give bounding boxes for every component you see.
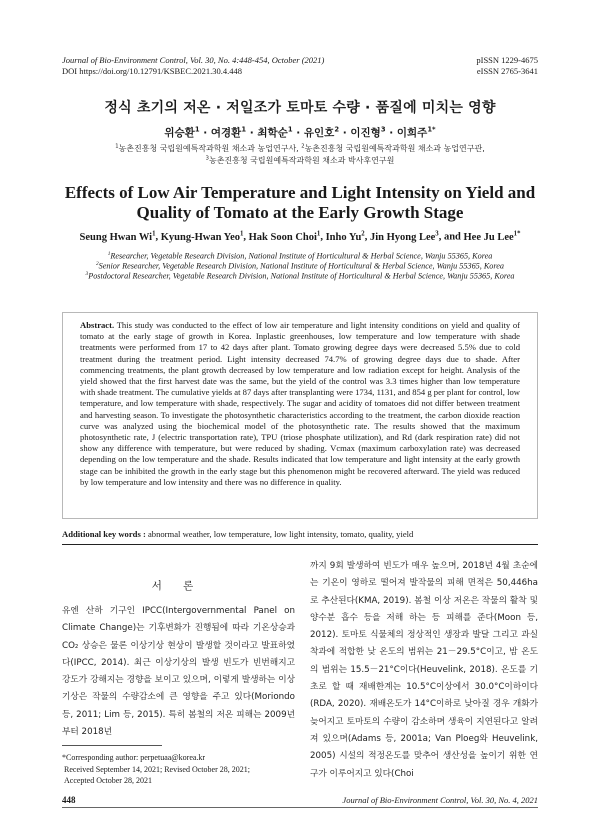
author-3: Hak Soon Choi$^1$ <box>248 230 321 243</box>
korean-authors: 위승환$^1$ · 여경환$^1$ · 최학순$^1$ · 유인호$^2$ · 이진형$^3$ · 이희주$^{1*}$ <box>164 125 436 139</box>
footnote <box>62 752 297 787</box>
author-5: Jin Hyong Lee$^3$ <box>369 230 439 243</box>
footnote-divider <box>62 745 162 746</box>
section-heading: 서 론 <box>151 580 203 592</box>
keywords-label: Additional key words : <box>62 529 146 539</box>
korean-affiliation-1-2: $^1$농촌진흥청 국립원예특작과학원 채소과 농업연구사, $^2$농촌진흥청 국립원예특작과학원 채소과 농업연구관, <box>115 143 485 153</box>
author-3: 최학순$^1$ <box>257 125 293 139</box>
pissn: pISSN 1229-4675 <box>476 55 538 65</box>
korean-title: 정식 초기의 저온 · 저일조가 토마토 수량 · 품질에 미치는 영향 <box>104 100 496 116</box>
english-affiliation-3: $^3$Postdoctoral Researcher, Vegetable Research Division, National Institute of Horticultural & Herbal Science, Wanju 55365, Korea <box>85 271 515 281</box>
abstract-text: This study was conducted to the effect of low air temperature and light intensity conditions on yield and quality of tomato at the early stage of growth in Korea. Inplastic greenhouses, low temperature and low temperature with shade treatments were performed from 17 to 42 days after plant. Tomato growing degree days were decreased 5.5% due to cold treatment during the treatment period. Light intensity decreased 74.7% of growing degree days due to shade. After commencing treatments, the plant growth decreased by low temperature and low radiation except for height. Analysis of the yield showed that the first harvest date was the same, but the yield of the control was 3.3 times higher than low temperature with shade treatment. The cumulative yields at 87 days after transplanting were 1734, 1131, and 854 g per plant for control, low temperature, and low temperature with shade, respectively. The sugar and acidity of tomatoes did not differ between treatment and harvesting season. To investigate the photosynthetic characteristics according to the treatment, the carbon dioxide reaction curve was analyzed using the biochemical model of the photosynthetic rate. The results showed that the maximum photosynthetic rate, J (electric transportation rate), TPU (triose phosphate utilization), and Rd (dark respiration rate) did not show any difference with temperature, but were reduced by shading. Vcmax (maximum carboxylation rate) was decreased depending on the low temperature and the shade. Results indicated that low temperature and light intensity at the early growth stage can be inhibited the growth in the early stage but this phenomenon might be recovered afterward. The yield was reduced by low temperature and low intensity and there was no difference in quality. <box>80 320 520 487</box>
author-5: 이진형$^3$ <box>350 125 386 139</box>
author-4: Inho Yu$^2$ <box>325 230 365 243</box>
english-affiliation-2: $^2$Senior Researcher, Vegetable Research Division, National Institute of Horticultural & Herbal Science, Wanju 55365, Korea <box>95 261 505 271</box>
korean-affiliation-3: $^3$농촌진흥청 국립원예특작과학원 채소과 박사후연구원 <box>205 155 395 165</box>
corresponding-author[interactable]: *Corresponding author: perpetuaa@korea.kr <box>62 753 206 762</box>
keywords <box>62 529 542 539</box>
abstract <box>80 320 520 488</box>
keywords-divider <box>62 544 538 545</box>
author-2: Kyung-Hwan Yeo$^1$ <box>160 230 244 243</box>
english-affiliation-1: $^1$Researcher, Vegetable Research Division, National Institute of Horticultural & Herbal Science, Wanju 55365, Korea <box>107 251 493 261</box>
doi-link[interactable]: DOI https://doi.org/10.12791/KSBEC.2021.30.4.448 <box>62 66 243 76</box>
author-6: 이희주$^{1*}$ <box>396 125 436 139</box>
footer-divider <box>62 807 538 808</box>
english-authors: Seung Hwan Wi$^1$, Kyung-Hwan Yeo$^1$, Hak Soon Choi$^1$, Inho Yu$^2$, Jin Hyong Lee$^3$, and Hee Ju Lee$^{1*}$ <box>79 230 521 243</box>
body-column-right: 까지 9회 발생하여 빈도가 매우 높으며, 2018년 4월 초순에는 기온이 영하로 떨어져 발작물의 피해 면적은 50,446ha로 추산된다(KMA, 2019). 봄철 이상 저온은 작물의 활착 및 양수분 흡수 등을 저해 하는 등 피해를 준다(Moon 등, 2012). 토마토 식물체의 정상적인 생장과 발달 그리고 과실 착과에 적합한 낮 온도의 범위는 21－29.5°C이고, 밤 온도의 범위는 15.5－21°C이다(Heuvelink, 2018). 온도를 기초로 할 때 재배한계는 10.5°C이상에서 30.0°C이하이다(RDA, 2020). 재배온도가 14°C이하로 낮아질 경우 개화가 늦어지고 토마토의 수량이 감소하며 생육이 지연된다고 알려져 있으며(Adams 등, 2001a; Van Ploeg와 Heuvelink, 2005) 시설의 적정온도를 맞추어 생산성을 높이기 위한 연구가 이루어지고 있다(Choi <box>310 561 538 779</box>
received-date: Received September 14, 2021; Revised October 28, 2021; <box>64 764 250 774</box>
author-1: Seung Hwan Wi$^1$ <box>79 230 156 243</box>
author-1: 위승환$^1$ <box>164 125 200 139</box>
keywords-text: abnormal weather, low temperature, low light intensity, tomato, quality, yield <box>147 529 414 539</box>
author-4: 유인호$^2$ <box>303 125 340 139</box>
journal-citation: Journal of Bio-Environment Control, Vol. 30, No. 4:448-454, October (2021) <box>62 55 325 65</box>
english-title: Effects of Low Air Temperature and Light Intensity on Yield and Quality of Tomato at the Early Growth Stage <box>64 183 536 222</box>
eissn: eISSN 2765-3641 <box>476 66 538 76</box>
author-2: 여경환$^1$ <box>210 125 247 139</box>
body-column-left: 유엔 산하 기구인 IPCC(Intergovernmental Panel on Climate Change)는 기후변화가 진행됨에 따라 기온상승과 CO₂ 상승은 물론 이상기상 현상이 발생할 것이라고 발표하였다(IPCC, 2014). 최근 이상기상의 발생 빈도가 빈번해지고 강도가 강해지는 경향을 보이고 있으며, 이렇게 발생하는 이상기상은 작물의 수량감소에 큰 영향을 주고 있다(Moriondo 등, 2011; Lim 등, 2015). 특히 봄철의 저온 피해는 2009년부터 2018년 <box>62 606 295 738</box>
author-6: Hee Ju Lee$^{1*}$ <box>463 230 521 243</box>
journal-footer: Journal of Bio-Environment Control, Vol. 30, No. 4, 2021 <box>342 795 538 805</box>
accepted-date: Accepted October 28, 2021 <box>64 776 152 785</box>
page-number: 448 <box>62 795 76 805</box>
abstract-label: Abstract. <box>80 320 115 330</box>
